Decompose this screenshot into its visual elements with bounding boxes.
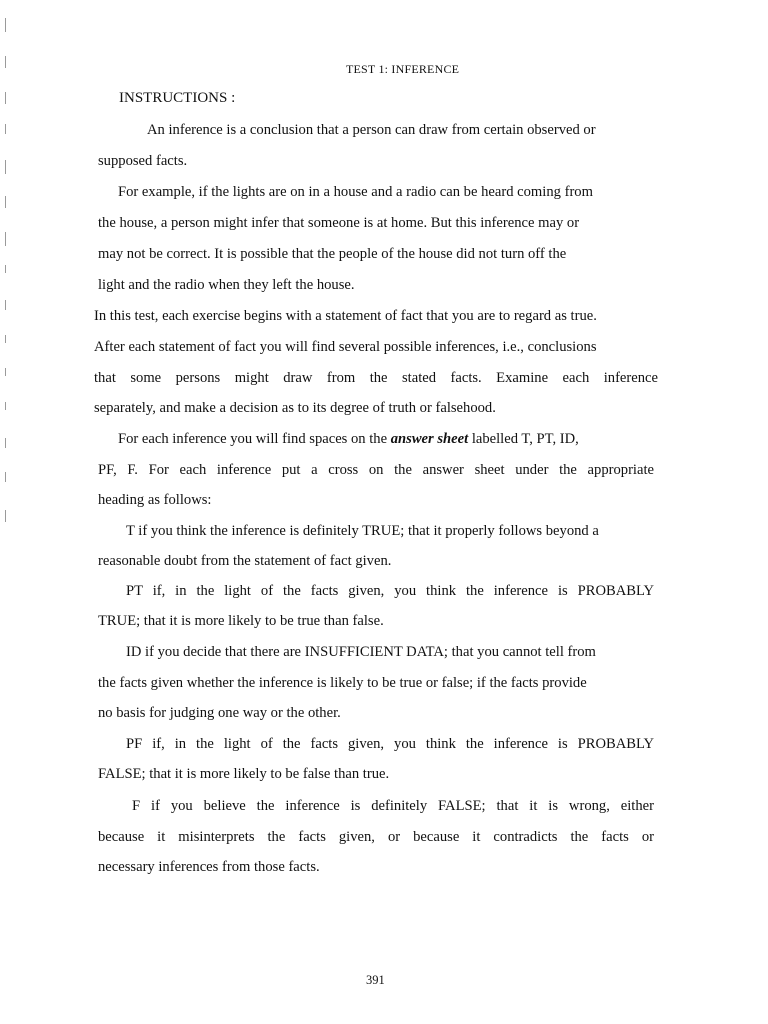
scan-edge-mark [5, 472, 6, 482]
scan-edge-mark [5, 368, 6, 376]
scan-edge-mark [5, 335, 6, 343]
paragraph-line: because it misinterprets the facts given, or because it contradicts the facts or [98, 829, 654, 845]
paragraph-line: may not be correct. It is possible that the people of the house did not turn off the [98, 246, 567, 262]
scan-edge-mark [5, 196, 6, 208]
paragraph-line: ID if you decide that there are INSUFFICIENT DATA; that you cannot tell from [126, 644, 596, 660]
paragraph-line: separately, and make a decision as to its degree of truth or falsehood. [94, 400, 496, 416]
scan-edge-mark [5, 265, 6, 273]
paragraph-line [118, 430, 579, 448]
paragraph-line: necessary inferences from those facts. [98, 859, 320, 875]
paragraph-text: labelled T, PT, ID, [468, 431, 579, 447]
answer-sheet-emphasis: answer sheet [390, 431, 469, 447]
scan-edge-mark [5, 56, 6, 68]
scan-edge-mark [5, 160, 6, 174]
paragraph-line: that some persons might draw from the stated facts. Examine each inference [94, 370, 658, 386]
paragraph-line: PF if, in the light of the facts given, you think the inference is PROBABLY [126, 736, 654, 752]
paragraph-line: FALSE; that it is more likely to be false than true. [98, 766, 390, 782]
instructions-heading: INSTRUCTIONS : [119, 90, 236, 106]
paragraph-line: PF, F. For each inference put a cross on the answer sheet under the appropriate [98, 462, 654, 478]
scan-edge-mark [5, 402, 6, 410]
paragraph-text: For each inference you will find spaces on the [118, 431, 391, 447]
scan-edge-mark [5, 510, 6, 522]
paragraph-line: supposed facts. [98, 153, 188, 169]
scan-edge-mark [5, 18, 6, 32]
scan-edge-mark [5, 438, 6, 448]
paragraph-line: the house, a person might infer that someone is at home. But this inference may or [98, 215, 580, 231]
paragraph-line: For example, if the lights are on in a house and a radio can be heard coming from [118, 184, 593, 200]
document-title: TEST 1: INFERENCE [346, 62, 460, 76]
paragraph-line: PT if, in the light of the facts given, you think the inference is PROBABLY [126, 583, 654, 599]
paragraph-line: In this test, each exercise begins with a statement of fact that you are to regard as true. [94, 308, 597, 324]
paragraph-line: TRUE; that it is more likely to be true than false. [98, 613, 384, 629]
paragraph-line: light and the radio when they left the house. [98, 277, 355, 293]
paragraph-line: the facts given whether the inference is likely to be true or false; if the facts provide [98, 675, 587, 691]
scan-edge-mark [5, 124, 6, 134]
paragraph-line: F if you believe the inference is definitely FALSE; that it is wrong, either [132, 798, 654, 814]
paragraph-line: T if you think the inference is definitely TRUE; that it properly follows beyond a [126, 523, 599, 539]
scan-edge-mark [5, 300, 6, 310]
paragraph-line: heading as follows: [98, 492, 212, 508]
scan-edge-mark [5, 232, 6, 246]
paragraph-line: no basis for judging one way or the other. [98, 705, 341, 721]
paragraph-line: After each statement of fact you will find several possible inferences, i.e., conclusions [94, 339, 597, 355]
page-number: 391 [366, 973, 385, 987]
scan-edge-mark [5, 92, 6, 104]
paragraph-line: An inference is a conclusion that a person can draw from certain observed or [147, 122, 596, 138]
paragraph-line: reasonable doubt from the statement of fact given. [98, 553, 392, 569]
